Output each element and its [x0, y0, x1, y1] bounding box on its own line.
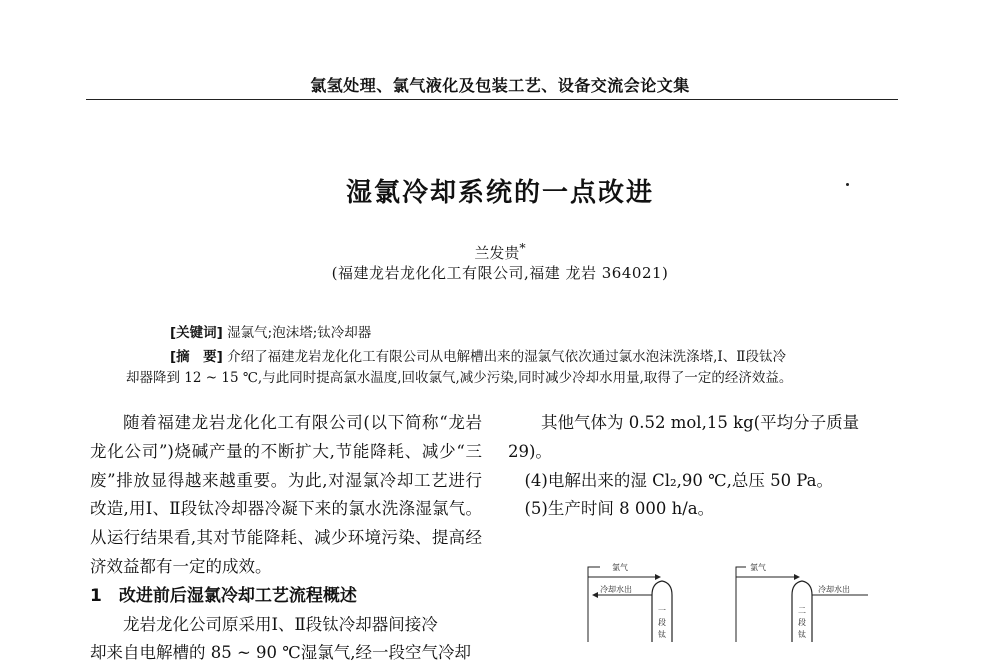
section-1-line-2: 却来自电解槽的 85 ~ 90 ℃湿氯气,经一段空气冷却: [90, 643, 471, 663]
affiliation: (福建龙岩龙化化工有限公司,福建 龙岩 364021): [331, 264, 669, 282]
item-5: (5)生产时间 8 000 h/a。: [524, 499, 715, 519]
gas-line-left: [588, 567, 600, 577]
cooler-label-right-2: 段: [798, 618, 806, 627]
header-rule: [86, 99, 898, 100]
cooler-label-right-1: 二: [798, 606, 806, 615]
cooler-label-right-3: 钛: [798, 630, 806, 639]
intro-paragraph: 随着福建龙岩龙化化工有限公司(以下简称“龙岩龙化公司”)烧碱产量的不断扩大,节能降耗、减少“三废”排放显得越来越重要。为此,对湿氯冷却工艺进行改造,用Ⅰ、Ⅱ段钛冷却器冷凝下来的氯水洗涤湿氯气。从运行结果看,其对节能降耗、减少环境污染、提高经济效益都有一定的成效。: [90, 413, 482, 576]
author-name: 兰发贵: [474, 244, 520, 262]
gas-label-right: 氯气: [750, 563, 766, 572]
article-title: 湿氯冷却系统的一点改进: [345, 178, 654, 208]
author-line: [0, 240, 1000, 263]
right-line-2: 29)。: [508, 441, 552, 461]
cooler-label-left-2: 段: [658, 618, 666, 627]
section-1-heading: 1 改进前后湿氯冷却工艺流程概述: [90, 585, 357, 606]
author-mark: *: [519, 240, 526, 255]
item-4: (4)电解出来的湿 Cl₂,90 ℃,总压 50 Pa。: [524, 470, 834, 490]
arrow-right-inlet: [794, 574, 800, 580]
body-left-column: [90, 409, 482, 668]
process-flow-diagram: [560, 555, 900, 642]
gas-line-right: [736, 567, 746, 577]
section-1-line-1: 龙岩龙化公司原采用Ⅰ、Ⅱ段钛冷却器间接冷: [123, 614, 438, 634]
body-right-column: [508, 409, 900, 524]
keywords-text: 湿氯气;泡沫塔;钛冷却器: [227, 325, 372, 341]
abstract-line-2: 却器降到 12 ~ 15 ℃,与此同时提高氯水温度,回收氯气,减少污染,同时减少冷却水用量,取得了一定的经济效益。: [126, 370, 793, 386]
keywords: [170, 321, 371, 341]
abstract-text-1: 介绍了福建龙岩龙化化工有限公司从电解槽出来的湿氯气依次通过氯水泡沫洗涤塔,Ⅰ、Ⅱ段钛冷: [227, 349, 786, 365]
cooler-label-left-3: 钛: [658, 630, 666, 639]
abstract-line-1: [170, 345, 786, 365]
keywords-label: [关键词]: [170, 325, 223, 341]
gas-label-left: 氯气: [612, 563, 628, 572]
cooler-label-left-1: 一: [658, 606, 666, 615]
water-out-label-right: 冷却水出: [818, 585, 850, 594]
arrow-left-water: [592, 592, 598, 598]
water-out-label-left: 冷却水出: [600, 585, 632, 594]
right-line-1: 其他气体为 0.52 mol,15 kg(平均分子质量: [541, 413, 860, 432]
abstract-label: [摘 要]: [170, 349, 223, 365]
arrow-left-inlet: [655, 574, 661, 580]
running-header: 氯氢处理、氯气液化及包装工艺、设备交流会论文集: [310, 76, 690, 95]
